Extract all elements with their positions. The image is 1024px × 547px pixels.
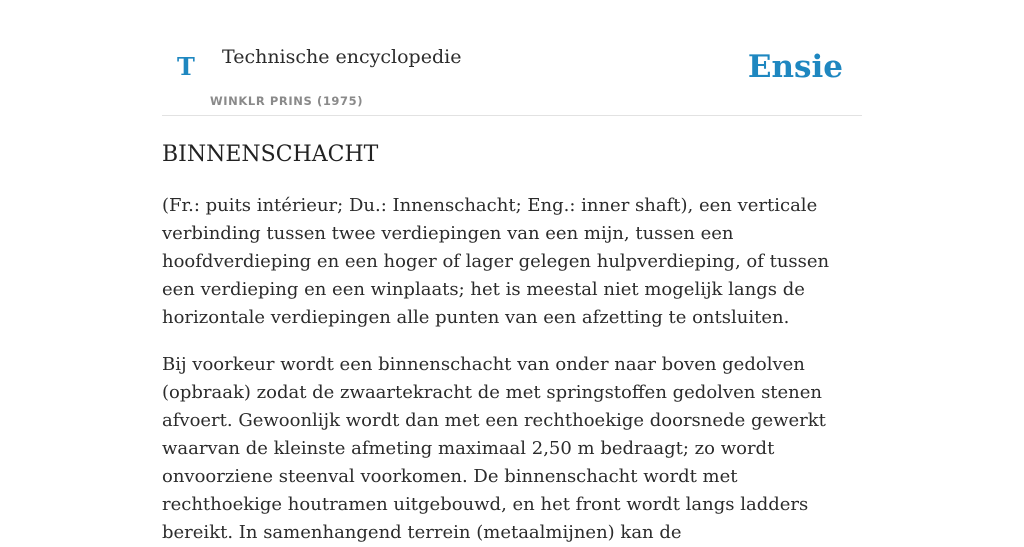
- page-header: [162, 0, 862, 116]
- book-title-link[interactable]: Technische encyclopedie: [222, 46, 462, 68]
- entry-title: BINNENSCHACHT: [162, 142, 379, 167]
- article-page: [162, 0, 862, 544]
- entry-body: [162, 192, 862, 547]
- ensie-brand-logo[interactable]: Ensie: [747, 49, 843, 85]
- book-source-label: WINKLR PRINS (1975): [210, 94, 364, 108]
- entry-paragraph-2: Bij voorkeur wordt een binnenschacht van onder naar boven gedolven (opbraak) zodat de zwaartekracht de met springstoffen gedolven stenen afvoert. Gewoonlijk wordt dan met een rechthoekige doorsnede gewerkt waarvan de kleinste afmeting maximaal 2,50 m bedraagt; zo wordt onvoorziene steenval voorkomen. De binnenschacht wordt met rechthoekige houtramen uitgebouwd, en het front wordt langs ladders bereikt. In samenhangend terrein (metaalmijnen) kan de: [162, 354, 826, 544]
- entry-paragraph-1: (Fr.: puits intérieur; Du.: Innenschacht; Eng.: inner shaft), een verticale verbinding tussen twee verdiepingen van een mijn, tussen een hoofdverdieping en een hoger of lager gelegen hulpverdieping, of tussen een verdieping en een winplaats; het is meestal niet mogelijk langs de horizontale verdiepingen alle punten van een afzetting te ontsluiten.: [162, 195, 830, 329]
- encyclopedia-logo-icon[interactable]: T: [177, 52, 195, 81]
